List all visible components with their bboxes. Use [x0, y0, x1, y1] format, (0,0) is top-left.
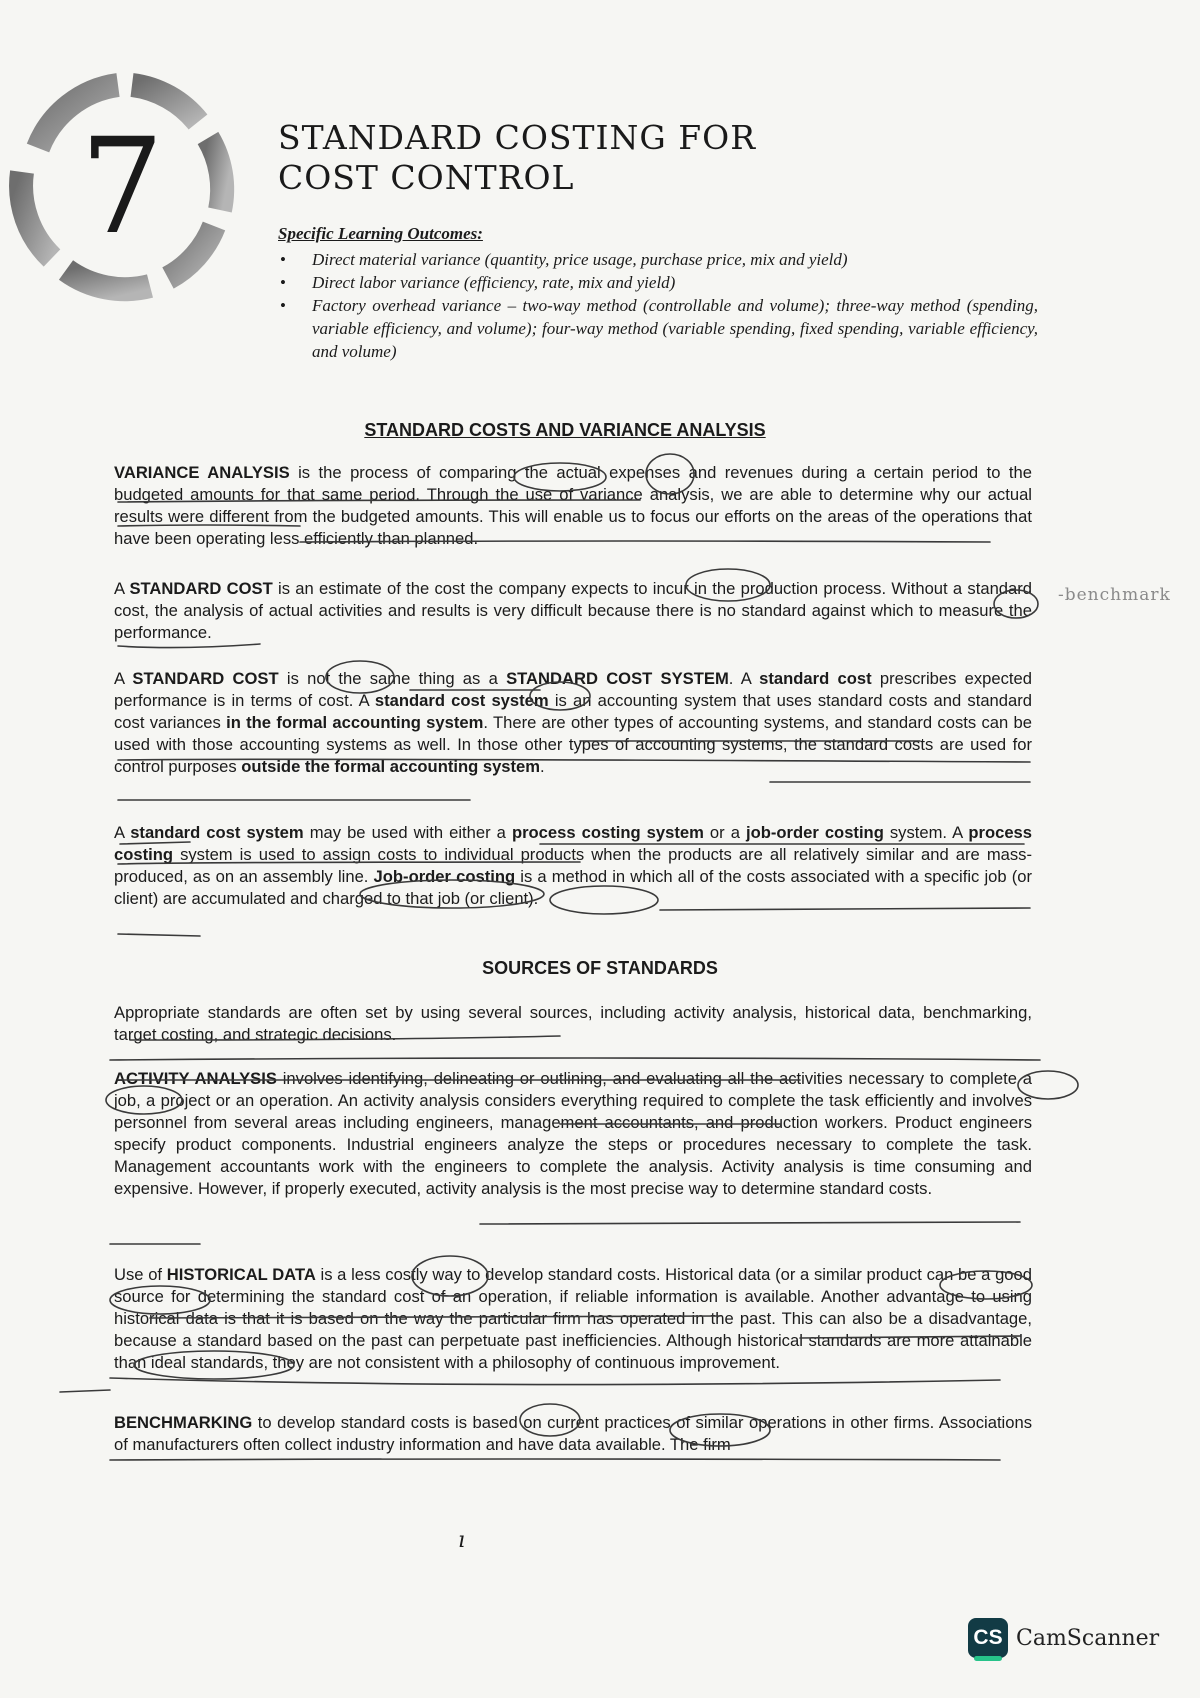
chapter-title-line2: COST CONTROL	[278, 158, 575, 197]
learning-outcome-item: • Direct labor variance (efficiency, rate, mix and yield)	[312, 271, 1038, 294]
paragraph-text: or a	[703, 823, 746, 842]
term-activity-analysis: ACTIVITY ANALYSIS	[114, 1069, 277, 1088]
margin-note: -benchmark	[1058, 585, 1171, 605]
learning-outcomes-heading: Specific Learning Outcomes:	[278, 224, 483, 243]
paragraph-sources-intro	[114, 1002, 1032, 1046]
paragraph-text: is not the same thing as a	[278, 669, 507, 688]
learning-outcome-item: • Direct material variance (quantity, price usage, purchase price, mix and yield)	[312, 248, 1038, 271]
term-process-costing: process costing	[114, 823, 1033, 864]
paragraph-text: system is used to assign costs to individual products when the products are all relatively similar and are mass-produced, as on an assembly line.	[114, 845, 1032, 886]
term-formal-accounting-system: in the formal accounting system	[226, 713, 484, 732]
paragraph-text: . There are other types of accounting systems, and standard costs can be used with those accounting systems as well. In those other types of accounting systems, the standard costs are used for control purposes	[114, 713, 1032, 776]
term-benchmarking: BENCHMARKING	[114, 1413, 253, 1432]
section-heading-sources: SOURCES OF STANDARDS	[482, 958, 718, 978]
camscanner-label: CamScanner	[1016, 1625, 1160, 1651]
term-standard-cost-lower: standard cost	[759, 669, 872, 688]
term-standard-cost-system: STANDARD COST SYSTEM	[506, 669, 729, 688]
paragraph-lead: A	[114, 669, 133, 688]
camscanner-icon: CS	[968, 1618, 1008, 1658]
paragraph-text: is a less costly way to develop standard costs. Historical data (or a similar product can be a good source for determining the standard cost of an operation, if reliable information is available. Another advantage to using historical data is that it is based on the way the particular firm has operated in the past. This can also be a disadvantage, because a standard based on the past can perpetuate past inefficiencies. Although historical standards are more attainable than ideal standards, they are not consistent with a philosophy of continuous improvement.	[114, 1265, 1032, 1372]
term-job-order-costing: job-order costing	[745, 823, 884, 842]
paragraph-text: system. A	[883, 823, 969, 842]
term-job-order-costing-cap: Job-order costing	[373, 867, 516, 886]
paragraph-text: is a method in which all of the costs associated with a specific job (or client) are accumulated and charged to that job (or client).	[114, 867, 1032, 908]
paragraph-text: may be used with either a	[303, 823, 512, 842]
term-variance-analysis: VARIANCE ANALYSIS	[114, 463, 290, 482]
term-standard-cost: STANDARD COST	[129, 579, 273, 598]
paragraph-lead: Use of	[114, 1265, 167, 1284]
chapter-title-line1: STANDARD COSTING FOR	[278, 118, 757, 157]
section-heading-standard-costs: STANDARD COSTS AND VARIANCE ANALYSIS	[364, 420, 766, 440]
paragraph-text: . A	[728, 669, 760, 688]
paragraph-standard-cost-system	[114, 668, 1032, 778]
paragraph-benchmarking	[114, 1412, 1032, 1456]
learning-outcome-item: • Factory overhead variance – two-way method (controllable and volume); three-way method (spending, variable efficiency, and volume); four-way method (variable spending, fixed spending, variable efficiency, and volume)	[312, 294, 1038, 363]
chapter-title	[278, 118, 756, 198]
page-mark: ı	[458, 1528, 466, 1553]
paragraph-variance-analysis	[114, 462, 1032, 550]
paragraph-text: to develop standard costs is based on current practices of similar operations in other firms. Associations of manufacturers often collect industry information and have data available. The firm	[114, 1413, 1032, 1454]
term-standard-cost-system-lower: standard cost system	[374, 691, 549, 710]
term-process-costing-system: process costing system	[511, 823, 704, 842]
term-historical-data: HISTORICAL DATA	[166, 1265, 316, 1284]
paragraph-historical-data	[114, 1264, 1032, 1374]
chapter-badge	[0, 60, 250, 310]
paragraph-text: is an estimate of the cost the company expects to incur in the production process. Without a standard cost, the analysis of actual activities and results is very difficult because there is no standard against which to measure the performance.	[114, 579, 1033, 642]
chapter-number: 7	[80, 110, 164, 264]
paragraph-text: prescribes expected performance is in terms of cost. A	[114, 669, 1032, 710]
paragraph-standard-cost-uses	[114, 822, 1032, 910]
paragraph-lead: A	[114, 579, 130, 598]
paragraph-text: is the process of comparing the actual expenses and revenues during a certain period to the budgeted amounts for that same period. Through the use of variance analysis, we are able to determine why our actual results were different from the budgeted amounts. This will enable us to focus our efforts on the areas of the operations that have been operating less efficiently than planned.	[114, 463, 1032, 548]
term-standard-cost: STANDARD COST	[132, 669, 279, 688]
term-outside-formal-system: outside the formal accounting system	[241, 757, 541, 776]
paragraph-activity-analysis	[114, 1068, 1032, 1200]
paragraph-standard-cost	[114, 578, 1032, 644]
paragraph-lead: A	[114, 823, 131, 842]
learning-outcomes	[278, 222, 1038, 363]
camscanner-watermark	[968, 1618, 1159, 1658]
paragraph-text: .	[540, 757, 545, 776]
paragraph-text: is an accounting system that uses standard costs and standard cost variances	[114, 691, 1032, 732]
paragraph-text: involves identifying, delineating or outlining, and evaluating all the activities necessary to complete a job, a project or an operation. An activity analysis considers everything required to complete the task efficiently and involves personnel from several areas including engineers, management accountants, and production workers. Product engineers specify product components. Industrial engineers analyze the steps or procedures necessary to complete the task. Management accountants work with the engineers to complete the analysis. Activity analysis is time consuming and expensive. However, if properly executed, activity analysis is the most precise way to determine standard costs.	[114, 1069, 1033, 1198]
paragraph-text: Appropriate standards are often set by using several sources, including activity analysis, historical data, benchmarking, target costing, and strategic decisions.	[114, 1003, 1032, 1044]
term-standard-cost-system: standard cost system	[130, 823, 304, 842]
